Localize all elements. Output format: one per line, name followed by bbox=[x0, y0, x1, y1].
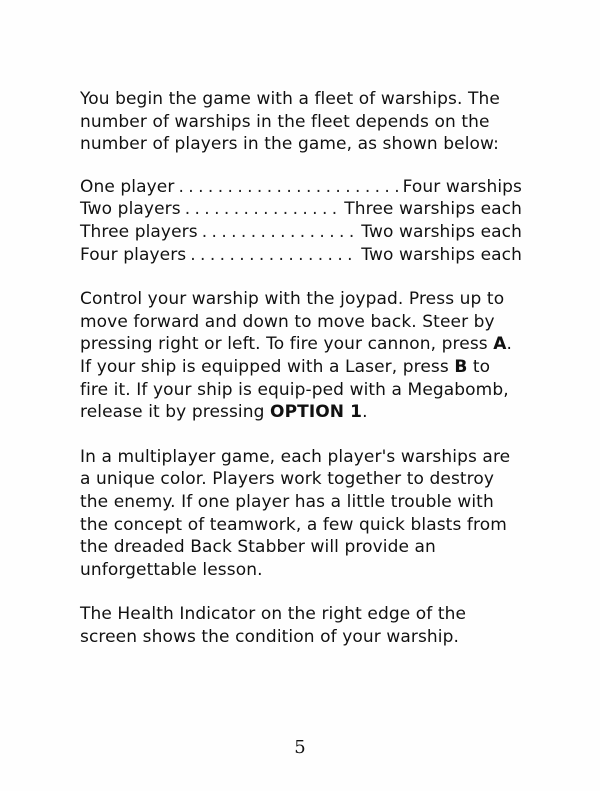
control-text-1: Control your warship with the joypad. Press up to move forward and down to move back. Steer by pressing right or left. To fire your cannon, press bbox=[80, 289, 505, 355]
table-row bbox=[80, 176, 522, 199]
page-number: 5 bbox=[294, 737, 306, 758]
players-label: Two players bbox=[80, 199, 181, 220]
dot-leader bbox=[202, 221, 358, 244]
key-b: B bbox=[454, 356, 468, 377]
page-content bbox=[80, 88, 522, 670]
key-option-1: OPTION 1 bbox=[270, 402, 363, 423]
fleet-table bbox=[80, 176, 522, 266]
control-paragraph bbox=[80, 288, 522, 424]
health-paragraph: The Health Indicator on the right edge of the screen shows the condition of your warship. bbox=[80, 604, 467, 647]
players-label: Three players bbox=[80, 221, 198, 242]
table-row bbox=[80, 221, 522, 244]
players-label: Four players bbox=[80, 244, 187, 265]
table-row bbox=[80, 244, 522, 267]
warships-value: Two warships each bbox=[361, 244, 522, 265]
key-a: A bbox=[493, 334, 507, 355]
dot-leader bbox=[185, 198, 341, 221]
intro-paragraph: You begin the game with a fleet of warships. The number of warships in the fleet depends on the number of players in the game, as shown below: bbox=[80, 89, 500, 155]
dot-leader bbox=[190, 244, 357, 267]
table-row bbox=[80, 198, 522, 221]
warships-value: Two warships each bbox=[361, 221, 522, 242]
warships-value: Four warships bbox=[402, 176, 522, 197]
warships-value: Three warships each bbox=[344, 199, 522, 220]
control-text-2: . If your ship is equipped with a Laser, press bbox=[80, 334, 513, 377]
players-label: One player bbox=[80, 176, 175, 197]
control-text-3: to fire it. If your ship is equip-ped with a Megabomb, release it by pressing bbox=[80, 356, 509, 423]
dot-leader bbox=[178, 176, 398, 199]
control-text-4: . bbox=[362, 402, 368, 423]
multiplayer-paragraph: In a multiplayer game, each player's warships are a unique color. Players work together to destroy the enemy. If one player has a little trouble with the concept of teamwork, a few quick blasts from the dreaded Back Stabber will provide an unforgettable lesson. bbox=[80, 446, 511, 580]
